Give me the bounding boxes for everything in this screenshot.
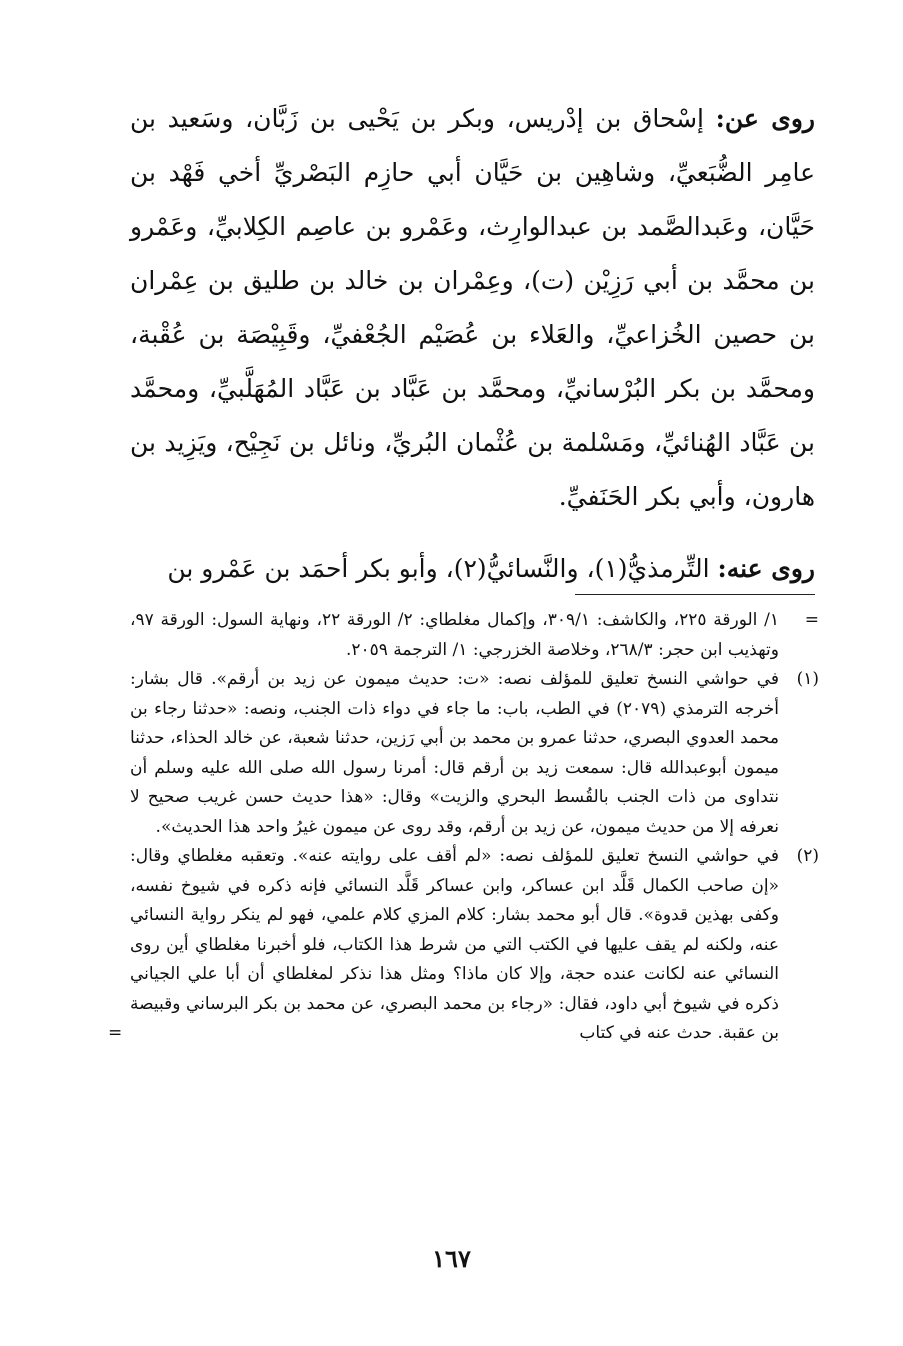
narrated-by-text: التِّرمذيُّ(١)، والنَّسائيُّ(٢)، وأبو بكر أحمَد بن عَمْرو بن <box>167 554 710 583</box>
footnote-2 <box>108 842 819 1049</box>
footnote-divider <box>575 594 815 595</box>
narrated-from-heading: روى عن: <box>715 104 815 133</box>
footnote-marker: (١) <box>796 669 819 689</box>
footnote-continued <box>130 606 819 665</box>
narrated-by-paragraph <box>130 542 815 596</box>
footnote-text: في حواشي النسخ تعليق للمؤلف نصه: «لم أقف على روايته عنه». وتعقبه مغلطاي وقال: «إن صاحب الكمال قَلَّد ابن عساكر، وابن عساكر قَلَّد النسائي فإنه ذكره في شيوخ نفسه، وكفى بهذين قدوة». قال أبو محمد بشار: كلام المزي كلام علمي، فهو لم ينكر رواية النسائي عنه، ولكنه لم يقف عليها في الكتب التي من شرط هذا الكتاب، فلو أخبرنا مغلطاي أين روى النسائي عنه لكانت عنده حجة، وإلا كان ماذا؟ ومثل هذا نذكر لمغلطاي أن أبا علي الجياني ذكره في شيوخ أبي داود، فقال: «رجاء بن محمد البصري، عن محمد بن بكر البرساني وقبيصة بن عقبة. حدث عنه في كتاب <box>130 846 779 1043</box>
footnote-marker: = <box>804 610 819 630</box>
footnote-text: ١/ الورقة ٢٢٥، والكاشف: ٣٠٩/١، وإكمال مغلطاي: ٢/ الورقة ٢٢، ونهاية السول: الورقة ٩٧، وتهذيب ابن حجر: ٢٦٨/٣، وخلاصة الخزرجي: ١/ الترجمة ٢٠٥٩. <box>130 610 779 660</box>
narrated-from-text: إسْحاق بن إدْريس، وبكر بن يَحْيى بن زَبَّان، وسَعيد بن عامِر الضُّبَعيِّ، وشاهِين بن حَيَّان أبي حازِم البَصْريِّ أخي فَهْد بن حَيَّان، وعَبدالصَّمد بن عبدالوارِث، وعَمْرو بن عاصِم الكِلابيِّ، وعَمْرو بن محمَّد بن أبي رَزِيْن (ت)، وعِمْران بن خالد بن طليق بن عِمْران بن حصين الخُزاعيِّ، والعَلاء بن عُصَيْم الجُعْفيِّ، وقَبِيْصَة بن عُقْبة، ومحمَّد بن بكر البُرْسانيِّ، ومحمَّد بن عَبَّاد بن عَبَّاد المُهَلَّبيِّ، ومحمَّد بن عَبَّاد الهُنائيِّ، ومَسْلمة بن عُثْمان البُريِّ، ونائل بن نَجِيْح، ويَزِيد بن هارون، وأبي بكر الحَنَفيِّ. <box>130 104 815 511</box>
main-text <box>130 92 815 596</box>
footnote-marker: (٢) <box>796 846 819 866</box>
footnotes <box>108 606 819 1049</box>
narrated-from-paragraph <box>130 92 815 524</box>
narrated-by-heading: روى عنه: <box>717 554 815 583</box>
footnote-1 <box>130 665 819 842</box>
continuation-mark: = <box>108 1023 123 1043</box>
page-number: ١٦٧ <box>432 1244 471 1273</box>
footnote-text: في حواشي النسخ تعليق للمؤلف نصه: «ت: حديث ميمون عن زيد بن أرقم». قال بشار: أخرجه الترمذي (٢٠٧٩) في الطب، باب: ما جاء في دواء ذات الجنب، ونصه: «حدثنا رجاء بن محمد العدوي البصري، حدثنا عمرو بن محمد بن أبي رَزين، حدثنا شعبة، عن خالد الحذاء، حدثنا ميمون أبوعبدالله قال: سمعت زيد بن أرقم قال: أمرنا رسول الله صلى الله عليه وسلم أن نتداوى من ذات الجنب بالقُسط البحري والزيت» وقال: «هذا حديث حسن غريب صحيح لا نعرفه إلا من حديث ميمون، عن زيد بن أرقم، وقد روى عن ميمون غيرُ واحد هذا الحديث». <box>130 669 779 837</box>
